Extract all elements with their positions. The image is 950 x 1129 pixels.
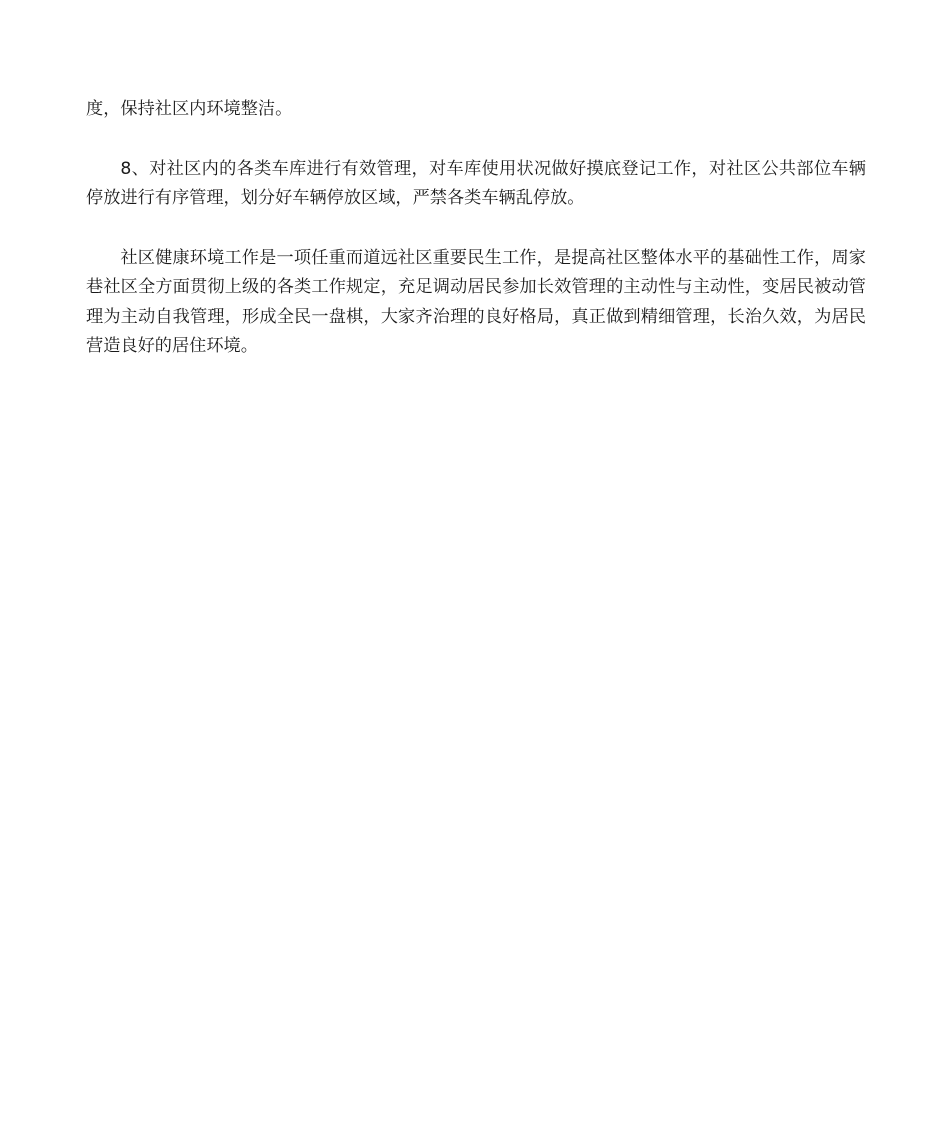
paragraph-item-8: 8、对社区内的各类车库进行有效管理，对车库使用状况做好摸底登记工作，对社区公共部位车辆停放进行有序管理，划分好车辆停放区域，严禁各类车辆乱停放。 [86,158,866,208]
paragraph-continuation: 度，保持社区内环境整洁。 [86,99,293,119]
paragraph-summary: 社区健康环境工作是一项任重而道远社区重要民生工作，是提高社区整体水平的基础性工作，周家巷社区全方面贯彻上级的各类工作规定，充足调动居民参加长效管理的主动性与主动性，变居民被动管理为主动自我管理，形成全民一盘棋，大家齐治理的良好格局，真正做到精细管理，长治久效，为居民营造良好的居住环境。 [86,247,866,356]
document-body [86,95,866,362]
